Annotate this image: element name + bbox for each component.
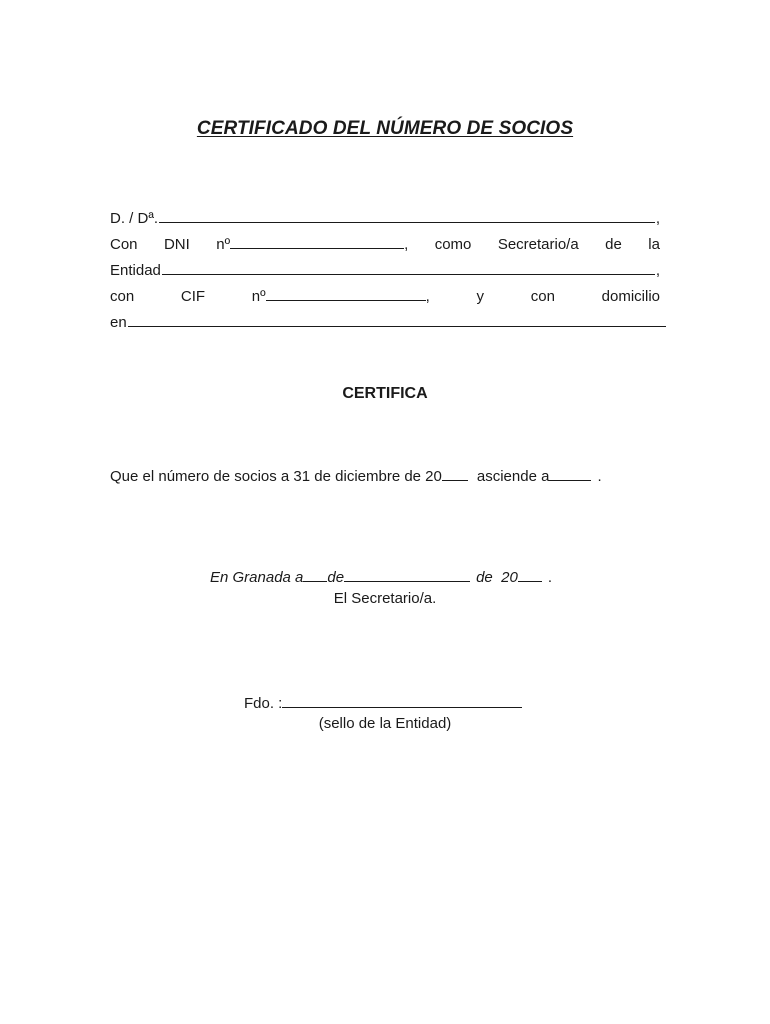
identification-block xyxy=(110,205,660,335)
y-text: y xyxy=(476,288,485,305)
dni-num-label: nº xyxy=(216,236,231,253)
entity-label: Entidad xyxy=(110,262,161,279)
con3-text: con xyxy=(530,288,555,305)
name-label: D. / Dª. xyxy=(110,210,159,227)
place-date-line xyxy=(210,564,552,586)
cif-number-group xyxy=(252,283,430,310)
day-field[interactable] xyxy=(303,564,327,582)
year-field[interactable] xyxy=(442,463,468,481)
cif-text: CIF xyxy=(180,288,206,305)
line-address xyxy=(110,309,660,335)
dni-comma: , xyxy=(404,236,409,253)
members-count-field[interactable] xyxy=(549,463,591,481)
address-field[interactable] xyxy=(128,309,666,327)
name-field[interactable] xyxy=(159,205,655,223)
dni-text: DNI xyxy=(163,236,190,253)
entity-comma: , xyxy=(655,262,660,279)
secretary-label: El Secretario/a. xyxy=(333,590,437,607)
la-text: la xyxy=(648,236,660,253)
statement-end: . xyxy=(597,468,602,485)
con-text: Con xyxy=(110,236,138,253)
secretario-text: Secretario/a xyxy=(497,236,579,253)
entity-field[interactable] xyxy=(162,257,655,275)
line-dni xyxy=(110,231,660,257)
cif-comma: , xyxy=(425,288,430,305)
signature-label: Fdo. : xyxy=(244,695,283,712)
de1-text: de xyxy=(327,569,345,586)
signature-field[interactable] xyxy=(282,690,522,708)
asciende-text: asciende a xyxy=(476,468,550,485)
name-comma: , xyxy=(655,210,660,227)
address-label: en xyxy=(110,314,127,331)
cif-num-label: nº xyxy=(251,288,266,305)
month-field[interactable] xyxy=(344,564,470,582)
cif-field[interactable] xyxy=(266,283,426,301)
domicilio-text: domicilio xyxy=(601,288,660,305)
line-name xyxy=(110,205,660,231)
signature-line xyxy=(244,690,522,712)
como-text: como xyxy=(434,236,472,253)
year2-field[interactable] xyxy=(518,564,542,582)
place-date-end: . xyxy=(547,569,552,586)
certifica-heading: CERTIFICA xyxy=(342,385,428,402)
statement-text: Que el número de socios a 31 de diciembre de 20 xyxy=(110,468,442,485)
dni-number-group xyxy=(216,231,408,258)
line-cif xyxy=(110,283,660,309)
members-statement xyxy=(110,463,602,485)
line-entity xyxy=(110,257,660,283)
de2-text: de 20 xyxy=(476,569,518,586)
document-title: CERTIFICADO DEL NÚMERO DE SOCIOS xyxy=(196,118,574,139)
dni-field[interactable] xyxy=(230,231,404,249)
place-prefix: En Granada a xyxy=(210,569,304,586)
con2-text: con xyxy=(110,288,135,305)
de-text: de xyxy=(605,236,622,253)
stamp-label: (sello de la Entidad) xyxy=(318,715,452,732)
